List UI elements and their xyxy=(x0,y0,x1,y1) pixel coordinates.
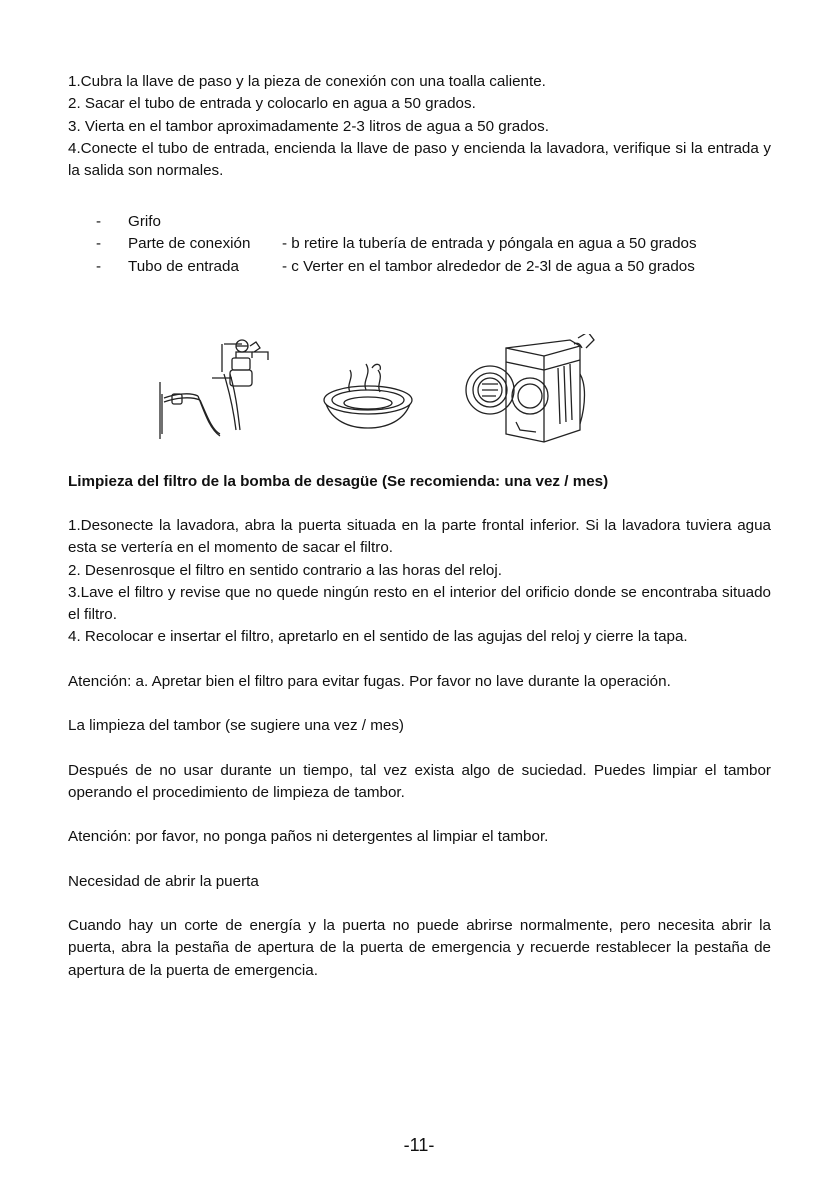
intro-step-1: 1.Cubra la llave de paso y la pieza de conexión con una toalla caliente. xyxy=(68,73,546,90)
door-opening-body: Cuando hay un corte de energía y la puerta no puede abrirse normalmente, pero necesita abrir la puerta, abra la pestaña de apertura de la puerta de emergencia y recuerde restablecer la pestaña de apertura de la puerta de emergencia. xyxy=(68,917,771,979)
drum-cleaning-body: Después de no usar durante un tiempo, tal vez exista algo de suciedad. Puedes limpiar el tambor operando el procedimiento de limpieza de tambor. xyxy=(68,762,771,802)
intro-step-2: 2. Sacar el tubo de entrada y colocarlo en agua a 50 grados. xyxy=(68,95,476,113)
washing-machine-illustration xyxy=(460,334,600,444)
pump-filter-step-2: 2. Desenrosque el filtro en sentido contrario a las horas del reloj. xyxy=(68,561,502,579)
pump-filter-step-1: 1.Desonecte la lavadora, abra la puerta situada en la parte frontal inferior. Si la lavadora tuviera agua esta se vertería en el momento de sacar el filtro. xyxy=(68,517,771,557)
legend-dash: - xyxy=(96,235,102,253)
intro-steps xyxy=(68,71,771,182)
hot-water-bowl-illustration xyxy=(320,358,416,434)
legend-label: Grifo xyxy=(128,213,161,230)
pump-filter-steps xyxy=(68,515,771,649)
door-opening-title: Necesidad de abrir la puerta xyxy=(68,873,259,890)
faucet-hose-illustration xyxy=(150,334,280,444)
drum-cleaning-title: La limpieza del tambor (se sugiere una vez / mes) xyxy=(68,717,404,734)
page-number: -11- xyxy=(403,1135,435,1155)
legend-dash: - xyxy=(96,213,102,230)
legend-label: Tubo de entrada xyxy=(128,257,239,275)
legend-dash: - xyxy=(96,257,102,275)
intro-step-4: 4.Conecte el tubo de entrada, encienda la llave de paso y encienda la lavadora, verifique si la entrada y la salida son normales. xyxy=(68,139,771,180)
illustrations xyxy=(150,334,600,444)
pump-filter-title: Limpieza del filtro de la bomba de desagüe (Se recomienda: una vez / mes) xyxy=(68,473,609,490)
pump-filter-attention: Atención: a. Apretar bien el filtro para evitar fugas. Por favor no lave durante la operación. xyxy=(68,673,671,690)
legend-note: - c Verter en el tambor alrededor de 2-3l de agua a 50 grados xyxy=(282,257,695,275)
intro-step-3: 3. Vierta en el tambor aproximadamente 2-3 litros de agua a 50 grados. xyxy=(68,117,549,135)
legend-label: Parte de conexión xyxy=(128,235,251,253)
pump-filter-step-4: 4. Recolocar e insertar el filtro, apretarlo en el sentido de las agujas del reloj y cierre la tapa. xyxy=(68,628,688,646)
legend-note: - b retire la tubería de entrada y póngala en agua a 50 grados xyxy=(282,235,697,253)
pump-filter-step-3: 3.Lave el filtro y revise que no quede ningún resto en el interior del orificio donde se encontraba situado el filtro. xyxy=(68,583,771,624)
drum-cleaning-attention: Atención: por favor, no ponga paños ni detergentes al limpiar el tambor. xyxy=(68,828,549,845)
